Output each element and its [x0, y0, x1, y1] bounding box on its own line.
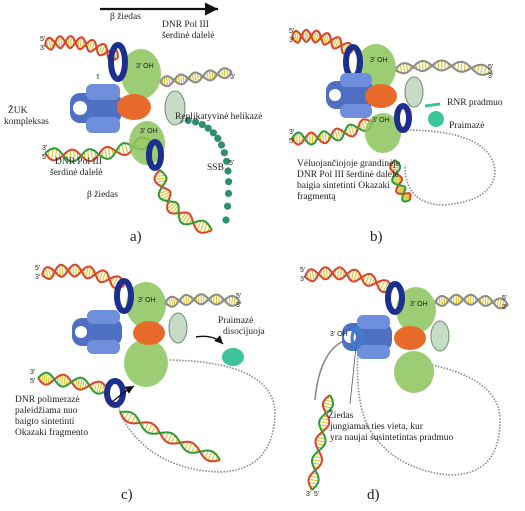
panel-letter-a: a): [130, 229, 142, 245]
base-pair-rung: [327, 268, 328, 279]
leading-strand-dna: [395, 61, 492, 75]
parental-dna-helix: [42, 265, 124, 289]
leading-strand-dna: [435, 295, 508, 309]
panel-a: [4, 12, 262, 245]
beta-clamp-top: [388, 284, 402, 312]
dna-strand: [305, 267, 392, 292]
base-pair-rung: [97, 382, 100, 394]
base-pair-rung: [125, 143, 128, 154]
label-5prime-d3: 5': [314, 491, 320, 498]
label-5prime-b2: 5': [488, 64, 494, 71]
rna-primer: [425, 104, 440, 106]
base-pair-rung: [73, 265, 74, 276]
dna-strand: [395, 61, 492, 75]
label-lagging-4: fragmentą: [297, 192, 336, 202]
label-5prime-d2: 5': [502, 295, 508, 302]
label-pol-core-top-1: DNR Pol III: [162, 20, 209, 30]
base-pair-rung: [76, 265, 77, 276]
base-pair-rung: [186, 295, 187, 305]
panel-d: [300, 267, 508, 503]
clamp-loader-complex: [342, 315, 392, 359]
base-pair-rung: [299, 133, 300, 144]
pol-core-bottom: [124, 339, 168, 387]
base-pair-rung: [310, 133, 311, 144]
base-pair-rung: [99, 383, 102, 394]
label-3prime-a1: 3': [40, 45, 46, 52]
base-pair-rung: [309, 479, 319, 481]
panel-b: [289, 28, 503, 245]
base-pair-rung: [192, 445, 196, 453]
base-pair-rung: [44, 373, 45, 384]
base-pair-rung: [125, 412, 129, 420]
label-release-2: paleidžiama nuo: [15, 406, 78, 416]
parental-dna-helix: [292, 30, 352, 54]
base-pair-rung: [105, 148, 107, 159]
label-primase-dissociates-2: disocijuoja: [223, 327, 265, 337]
base-pair-rung: [78, 378, 80, 389]
clamp-loader-complex: [72, 310, 122, 354]
label-3prime-d3: 3': [306, 491, 312, 498]
base-pair-rung: [471, 295, 472, 305]
label-5prime-b1: 5': [289, 28, 295, 35]
label-lagging-2: DNR Pol III šerdinė dalelė: [297, 170, 399, 180]
lagging-strand-dna: [292, 119, 372, 144]
label-pol-core-bottom-1: DNR Pol III: [55, 157, 102, 167]
base-pair-rung: [224, 68, 226, 78]
label-clamp-loader-2: kompleksas: [4, 117, 49, 127]
base-pair-rung: [131, 416, 135, 424]
base-pair-rung: [458, 62, 459, 71]
base-pair-rung: [403, 63, 405, 73]
label-clamp-loaded-3: yra naujai susintetintas pradmuo: [330, 433, 454, 443]
dna-strand: [292, 31, 352, 54]
primase-dissociating: [222, 348, 244, 366]
label-3prime-b1: 3': [289, 37, 295, 44]
base-pair-rung: [485, 296, 486, 306]
label-3prime-d1: 3': [300, 276, 306, 283]
label-beta-clamp-top: β žiedas: [110, 12, 141, 22]
label-3oh-a-bottom: 3' OH: [140, 128, 158, 135]
clamp-pointer: [350, 347, 356, 404]
base-pair-rung: [297, 133, 298, 144]
ssb-protein: [222, 216, 229, 223]
panel-c: [15, 265, 275, 503]
replicative-helicase: [431, 321, 449, 351]
label-5prime-c2: 5': [236, 293, 242, 300]
base-pair-rung: [323, 403, 333, 405]
base-pair-rung: [166, 76, 167, 86]
panel-letter-d: d): [367, 487, 380, 503]
label-ssb: SSB: [207, 163, 224, 173]
base-pair-rung: [481, 65, 483, 75]
pol-core-bottom: [394, 351, 434, 393]
base-pair-rung: [172, 436, 176, 444]
label-5prime-d1: 5': [300, 267, 306, 274]
label-primase: Praimazė: [449, 121, 485, 131]
label-5prime-a1: 5': [40, 36, 46, 43]
ssb-protein: [225, 190, 232, 197]
parental-dna-helix: [45, 36, 118, 60]
replicative-helicase: [169, 313, 187, 343]
label-3prime-b3: 3': [289, 129, 295, 136]
base-pair-rung: [168, 434, 172, 443]
label-5prime-a3: 5': [42, 154, 48, 161]
tau-subunit: [117, 94, 151, 120]
ssb-protein: [218, 141, 225, 148]
base-pair-rung: [312, 133, 313, 144]
base-pair-rung: [319, 422, 329, 424]
label-clamp-loaded-2: jungiamas ties vieta, kur: [330, 422, 423, 432]
label-3oh-d-left: 3' OH: [330, 331, 348, 338]
label-3oh-a-top: 3' OH: [136, 63, 154, 70]
base-pair-rung: [441, 296, 442, 306]
base-pair-rung: [181, 75, 182, 85]
ssb-protein: [225, 178, 232, 185]
base-pair-rung: [80, 37, 82, 49]
base-pair-rung: [171, 297, 173, 307]
label-tau: τ: [96, 72, 100, 82]
base-pair-rung: [212, 453, 215, 461]
label-helicase: Replikatyvinė helikazė: [175, 112, 263, 122]
base-pair-rung: [185, 442, 189, 450]
base-pair-rung: [62, 265, 63, 276]
base-pair-rung: [338, 268, 339, 279]
label-pol-core-bottom-2: šerdinė dalelė: [50, 168, 103, 178]
label-3prime-a2: 3': [230, 74, 236, 81]
label-clamp-loaded-1: Žiedas: [328, 411, 354, 421]
base-pair-rung: [316, 440, 326, 442]
base-pair-rung: [155, 175, 165, 176]
base-pair-rung: [340, 268, 341, 279]
base-pair-rung: [128, 413, 133, 422]
label-release-3: baigto sintetinti: [15, 417, 75, 427]
ssb-protein: [214, 135, 221, 142]
base-pair-rung: [122, 144, 125, 155]
label-5prime-b3: 5': [289, 138, 295, 145]
label-3prime-c3: 3': [30, 369, 36, 376]
base-pair-rung: [216, 295, 217, 305]
label-lagging-3: baigia sintetinti Okazaki: [297, 181, 390, 191]
base-pair-rung: [195, 73, 196, 83]
replicative-helicase: [405, 77, 423, 107]
label-3prime-c1: 3': [35, 274, 41, 281]
label-clamp-loader-1: ŽUK: [8, 106, 28, 116]
dna-strand: [309, 395, 330, 490]
label-3prime-c2: 3': [236, 302, 242, 309]
base-pair-rung: [155, 178, 167, 179]
label-5prime-c1: 5': [35, 265, 41, 272]
label-3oh-b-bottom: 3' OH: [372, 117, 390, 124]
leading-strand-dna: [160, 68, 232, 86]
base-pair-rung: [188, 443, 192, 452]
label-3prime-b2: 3': [488, 73, 494, 80]
base-pair-rung: [208, 451, 212, 460]
primase-leave-arrow: [196, 336, 223, 344]
beta-clamp-released: [107, 381, 123, 405]
base-pair-rung: [426, 62, 427, 71]
clamp-loader-complex: [70, 84, 122, 133]
label-release-4: Okazaki fragmento: [15, 428, 89, 438]
base-pair-rung: [71, 36, 72, 48]
dna-strand: [159, 170, 212, 230]
base-pair-rung: [232, 296, 233, 306]
okazaki-fragment-dna: [38, 373, 108, 394]
panel-letter-b: b): [370, 229, 383, 245]
base-pair-rung: [80, 378, 82, 390]
ssb-protein: [224, 167, 231, 174]
label-3oh-b-top: 3' OH: [370, 57, 388, 64]
lagging-loop-dna: [390, 130, 495, 205]
leading-strand-dna: [165, 294, 240, 306]
primase: [428, 111, 444, 127]
tau-subunit: [365, 84, 397, 108]
base-pair-rung: [165, 433, 169, 441]
lagging-loop-dna: [155, 170, 213, 233]
base-pair-rung: [182, 213, 189, 223]
beta-clamp-bottom: [397, 106, 409, 130]
ssb-protein: [221, 149, 228, 156]
base-pair-rung: [61, 375, 63, 387]
base-pair-rung: [171, 206, 179, 213]
tau-subunit: [133, 321, 165, 345]
base-pair-rung: [145, 423, 149, 431]
beta-clamp-top: [111, 45, 125, 79]
label-beta-clamp-bottom: β žiedas: [87, 190, 118, 200]
dna-strand: [42, 265, 124, 289]
label-5prime-c3: 5': [30, 378, 36, 385]
dna-strand: [292, 119, 372, 144]
base-pair-rung: [461, 62, 462, 72]
label-3prime-d2: 3': [502, 304, 508, 311]
single-strand-dna: [404, 130, 495, 205]
base-pair-rung: [209, 71, 211, 81]
label-5prime-a4: 5': [229, 160, 235, 167]
label-rna-primer: RNR pradmuo: [447, 98, 503, 108]
base-pair-rung: [108, 147, 110, 158]
label-pol-core-top-2: šerdinė dalelė: [162, 31, 215, 41]
ssb-protein: [224, 203, 231, 210]
label-release-1: DNR polimerazė: [15, 395, 80, 405]
base-pair-rung: [52, 148, 53, 159]
tau-subunit: [394, 326, 426, 350]
label-3oh-c: 3' OH: [138, 297, 156, 304]
panel-letter-c: c): [121, 487, 133, 503]
label-3prime-a3: 3': [42, 145, 48, 152]
base-pair-rung: [46, 373, 47, 385]
base-pair-rung: [312, 460, 322, 462]
base-pair-rung: [151, 426, 155, 434]
label-primase-dissociates-1: Praimazė: [218, 316, 254, 326]
base-pair-rung: [148, 424, 153, 433]
parental-dna-helix: [305, 267, 392, 292]
base-pair-rung: [422, 61, 423, 71]
ssb-protein: [210, 129, 217, 136]
label-3oh-d-top: 3' OH: [410, 301, 428, 308]
base-pair-rung: [324, 268, 325, 279]
label-lagging-1: Vėluojančiojoje grandinėje: [297, 159, 401, 169]
base-pair-rung: [64, 375, 66, 386]
base-pair-rung: [205, 451, 208, 459]
